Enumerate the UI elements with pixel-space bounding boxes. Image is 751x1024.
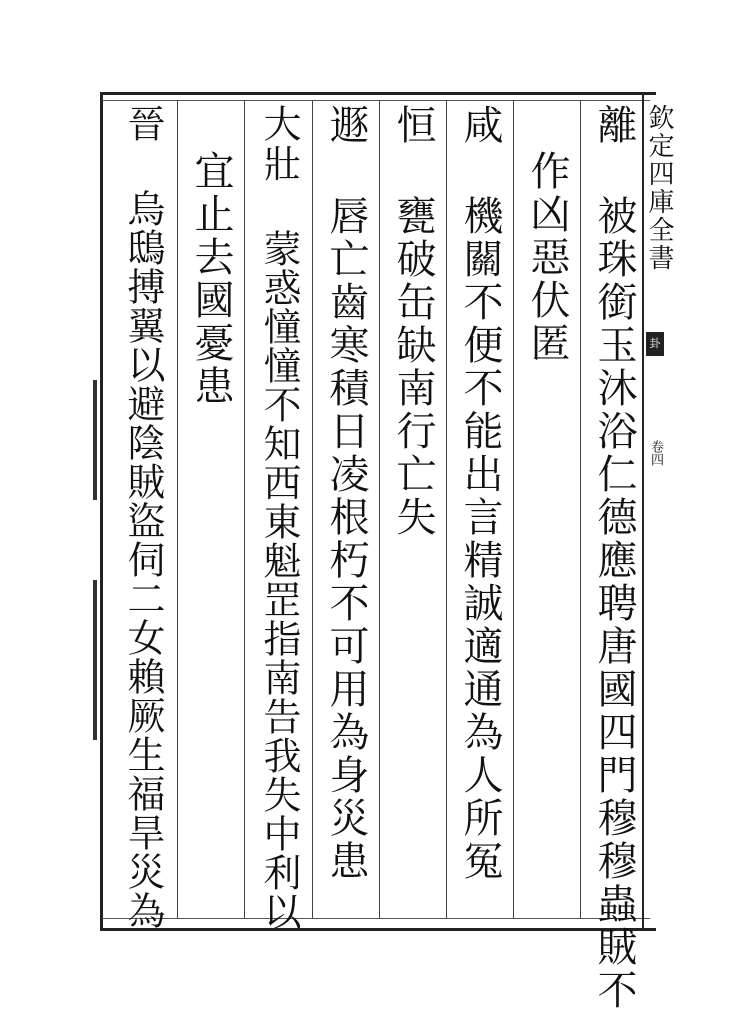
text-column-li-cont: [518, 150, 576, 962]
frame-inner-top-rule: [102, 100, 650, 101]
column-rule: [244, 100, 245, 918]
volume-label: 卷四: [648, 440, 663, 466]
column-rule: [513, 100, 514, 918]
hexagram-name: 大壯: [257, 104, 301, 184]
hexagram-name: 晉: [121, 104, 165, 144]
scan-edge-mark: [93, 580, 97, 740]
text-column-li: [585, 104, 643, 1012]
verse-text: 作凶惡伏匿: [524, 150, 570, 365]
text-column-xian: [451, 104, 509, 916]
scan-edge-mark: [93, 380, 97, 500]
verse-text: 蒙惑憧憧不知西東魁罡指南告我失中利以: [257, 229, 301, 931]
text-column-heng: [384, 104, 442, 916]
verse-text: 宜止去國憂患: [188, 150, 234, 408]
verse-text: 被珠銜玉沐浴仁德應聘唐國四門穆穆蟲賊不: [591, 195, 637, 1012]
column-rule: [446, 100, 447, 918]
column-rule: [177, 100, 178, 918]
verse-text: 甕破缶缺南行亡失: [390, 195, 436, 539]
fold-mark-badge: 卦: [646, 332, 664, 356]
verse-text: 唇亡齒寒積日凌根朽不可用為身災患: [323, 195, 369, 883]
column-rule: [312, 100, 313, 918]
text-column-dazhuang-cont: [182, 150, 240, 962]
hexagram-name: 恒: [390, 104, 436, 146]
verse-text: 烏鴟搏翼以避陰賊盜伺二女賴厥生福旱災為: [121, 189, 165, 930]
hexagram-name: 離: [591, 104, 637, 146]
hexagram-name: 咸: [457, 104, 503, 146]
text-column-dun: [317, 104, 375, 916]
column-rule: [379, 100, 380, 918]
column-rule: [580, 100, 581, 918]
text-column-dazhuang: [250, 104, 308, 931]
book-title: 欽定四庫全書: [644, 104, 674, 272]
verse-text: 機關不便不能出言精誠適通為人所冤: [457, 195, 503, 883]
text-column-jin: [114, 104, 172, 930]
hexagram-name: 遯: [323, 104, 369, 146]
